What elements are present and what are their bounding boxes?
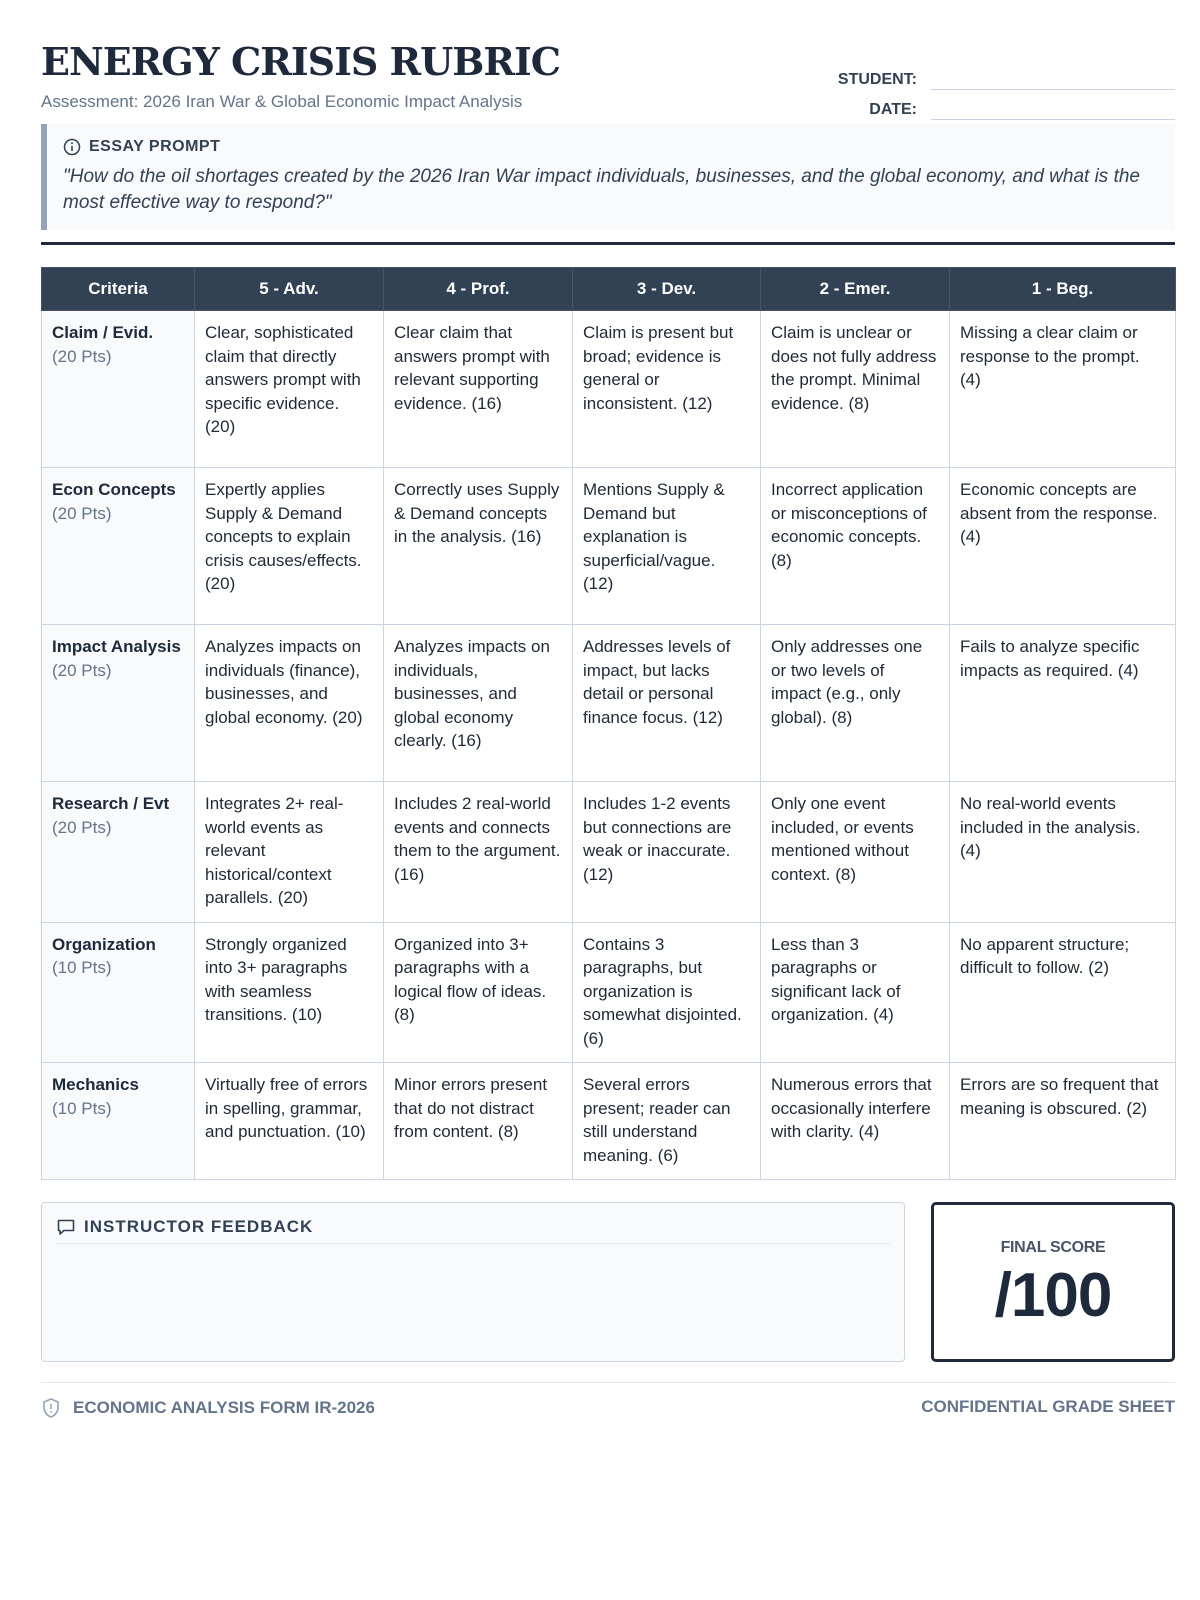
level-cell[interactable]: Organized into 3+ paragraphs with a logical flow of ideas. (8) xyxy=(384,922,573,1063)
form-id: ECONOMIC ANALYSIS FORM IR-2026 xyxy=(73,1398,375,1417)
table-row xyxy=(42,625,1176,782)
confidential-label: CONFIDENTIAL GRADE SHEET xyxy=(921,1397,1175,1416)
level-cell[interactable]: Economic concepts are absent from the response. (4) xyxy=(950,468,1176,625)
header-level-5: 5 - Adv. xyxy=(195,268,384,311)
level-cell[interactable]: Analyzes impacts on individuals, businesses, and global economy clearly. (16) xyxy=(384,625,573,782)
criterion-cell xyxy=(42,311,195,468)
criterion-name: Organization xyxy=(52,934,156,954)
header-level-4: 4 - Prof. xyxy=(384,268,573,311)
student-row xyxy=(815,60,1175,90)
level-cell[interactable]: Less than 3 paragraphs or significant lack of organization. (4) xyxy=(761,922,950,1063)
rubric-header-row xyxy=(42,268,1176,311)
criterion-points: (20 Pts) xyxy=(52,817,112,837)
criterion-cell xyxy=(42,468,195,625)
level-cell[interactable]: Expertly applies Supply & Demand concepts to explain crisis causes/effects. (20) xyxy=(195,468,384,625)
level-cell[interactable]: No apparent structure; difficult to follow. (2) xyxy=(950,922,1176,1063)
level-cell[interactable]: No real-world events included in the analysis. (4) xyxy=(950,782,1176,923)
instructor-feedback-box[interactable] xyxy=(41,1202,905,1362)
level-cell[interactable]: Numerous errors that occasionally interfere with clarity. (4) xyxy=(761,1063,950,1180)
level-cell[interactable]: Fails to analyze specific impacts as required. (4) xyxy=(950,625,1176,782)
rubric-table xyxy=(41,267,1176,1180)
final-score-box xyxy=(931,1202,1175,1362)
level-cell[interactable]: Contains 3 paragraphs, but organization is somewhat disjointed. (6) xyxy=(573,922,761,1063)
level-cell[interactable]: Clear claim that answers prompt with relevant supporting evidence. (16) xyxy=(384,311,573,468)
level-cell[interactable]: Virtually free of errors in spelling, grammar, and punctuation. (10) xyxy=(195,1063,384,1180)
feedback-heading-row xyxy=(56,1217,890,1244)
level-cell[interactable]: Includes 1-2 events but connections are weak or inaccurate. (12) xyxy=(573,782,761,923)
level-cell[interactable]: Minor errors present that do not distract from content. (8) xyxy=(384,1063,573,1180)
criterion-points: (20 Pts) xyxy=(52,660,112,680)
level-cell[interactable]: Only one event included, or events mentioned without context. (8) xyxy=(761,782,950,923)
level-cell[interactable]: Several errors present; reader can still understand meaning. (6) xyxy=(573,1063,761,1180)
footer xyxy=(41,1382,1175,1432)
table-row xyxy=(42,468,1176,625)
level-cell[interactable]: Incorrect application or misconceptions of economic concepts. (8) xyxy=(761,468,950,625)
level-cell[interactable]: Missing a clear claim or response to the prompt. (4) xyxy=(950,311,1176,468)
level-cell[interactable]: Claim is unclear or does not fully address the prompt. Minimal evidence. (8) xyxy=(761,311,950,468)
header-level-2: 2 - Emer. xyxy=(761,268,950,311)
level-cell[interactable]: Claim is present but broad; evidence is general or inconsistent. (12) xyxy=(573,311,761,468)
comment-icon xyxy=(56,1218,76,1236)
info-icon xyxy=(63,138,81,156)
criterion-cell xyxy=(42,922,195,1063)
level-cell[interactable]: Analyzes impacts on individuals (finance), businesses, and global economy. (20) xyxy=(195,625,384,782)
prompt-text: "How do the oil shortages created by the 2026 Iran War impact individuals, businesses, and the global economy, and what is the most effective way to respond?" xyxy=(63,166,1140,213)
prompt-heading: ESSAY PROMPT xyxy=(89,138,221,155)
student-fields xyxy=(815,60,1175,120)
criterion-cell xyxy=(42,1063,195,1180)
criterion-points: (10 Pts) xyxy=(52,958,112,977)
page-title: ENERGY CRISIS RUBRIC xyxy=(41,39,560,84)
footer-left xyxy=(41,1397,375,1419)
level-cell[interactable]: Strongly organized into 3+ paragraphs with seamless transitions. (10) xyxy=(195,922,384,1063)
level-cell[interactable]: Errors are so frequent that meaning is obscured. (2) xyxy=(950,1063,1176,1180)
level-cell[interactable]: Integrates 2+ real-world events as relevant historical/context parallels. (20) xyxy=(195,782,384,923)
bottom-section xyxy=(41,1202,1175,1362)
criterion-points: (10 Pts) xyxy=(52,1098,112,1118)
shield-icon xyxy=(41,1397,61,1419)
criterion-name: Research / Evt xyxy=(52,794,170,813)
final-score-label: FINAL SCORE xyxy=(1000,1239,1106,1256)
feedback-heading: INSTRUCTOR FEEDBACK xyxy=(84,1217,314,1236)
header xyxy=(41,38,1175,118)
table-row xyxy=(42,311,1176,468)
final-score-value: /100 xyxy=(994,1261,1112,1330)
criterion-name: Econ Concepts xyxy=(52,480,176,499)
divider xyxy=(41,242,1175,245)
date-row xyxy=(815,90,1175,120)
essay-prompt xyxy=(41,124,1175,230)
criterion-cell xyxy=(42,625,195,782)
header-level-1: 1 - Beg. xyxy=(950,268,1176,311)
level-cell[interactable]: Addresses levels of impact, but lacks detail or personal finance focus. (12) xyxy=(573,625,761,782)
criterion-points: (20 Pts) xyxy=(52,346,112,366)
header-level-3: 3 - Dev. xyxy=(573,268,761,311)
level-cell[interactable]: Mentions Supply & Demand but explanation is superficial/vague. (12) xyxy=(573,468,761,625)
table-row xyxy=(42,1063,1176,1180)
table-row xyxy=(42,922,1176,1063)
level-cell[interactable]: Includes 2 real-world events and connects them to the argument. (16) xyxy=(384,782,573,923)
criterion-cell xyxy=(42,782,195,923)
criterion-name: Mechanics xyxy=(52,1075,139,1094)
student-label: STUDENT: xyxy=(837,71,917,88)
table-row xyxy=(42,782,1176,923)
rubric-page xyxy=(41,38,1175,1432)
prompt-heading-row xyxy=(63,138,1155,156)
level-cell[interactable]: Clear, sophisticated claim that directly answers prompt with specific evidence. (20) xyxy=(195,311,384,468)
date-label: DATE: xyxy=(869,101,917,118)
criterion-points: (20 Pts) xyxy=(52,503,112,523)
student-name-field[interactable] xyxy=(931,68,1175,90)
criterion-name: Claim / Evid. xyxy=(52,323,154,342)
level-cell[interactable]: Only addresses one or two levels of impact (e.g., only global). (8) xyxy=(761,625,950,782)
level-cell[interactable]: Correctly uses Supply & Demand concepts in the analysis. (16) xyxy=(384,468,573,625)
page-subtitle: Assessment: 2026 Iran War & Global Economic Impact Analysis xyxy=(41,92,523,111)
date-field[interactable] xyxy=(931,98,1175,120)
header-criteria: Criteria xyxy=(42,268,195,311)
criterion-name: Impact Analysis xyxy=(52,637,181,656)
